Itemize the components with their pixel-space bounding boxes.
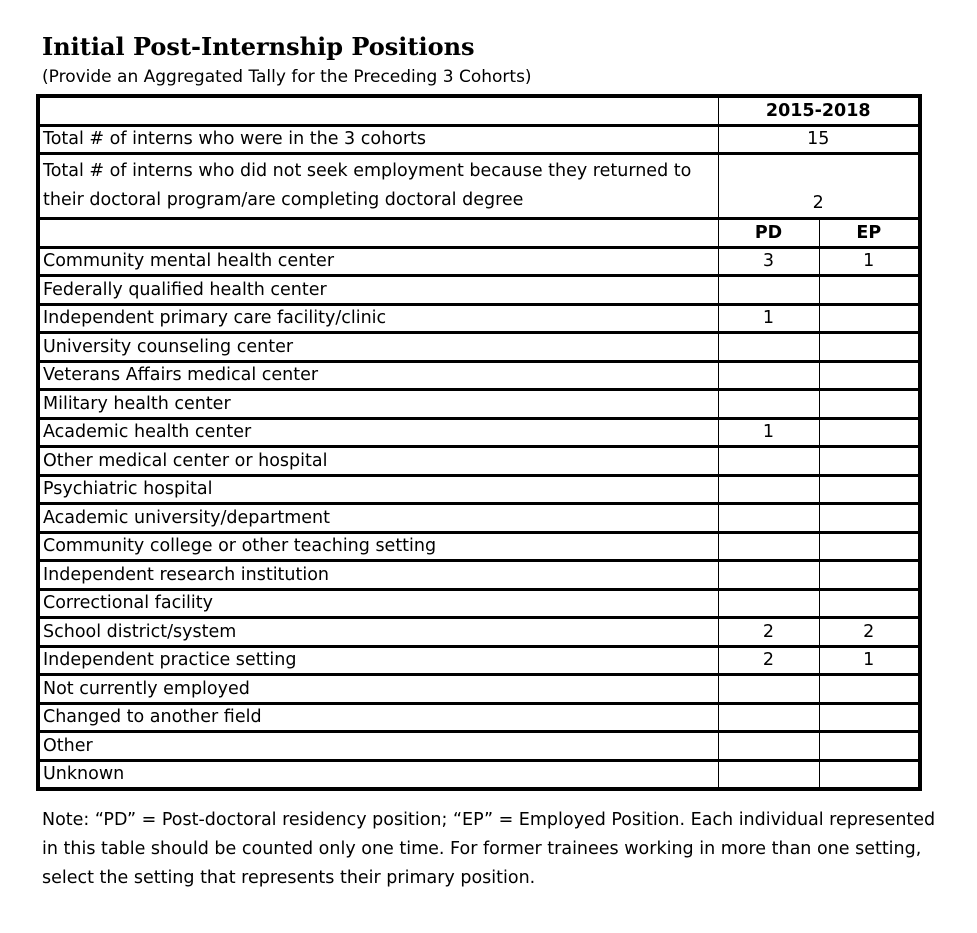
period-header: 2015-2018 xyxy=(718,96,920,125)
ep-count xyxy=(819,361,920,390)
setting-label: Academic university/department xyxy=(38,504,718,533)
table-row xyxy=(38,589,920,618)
pd-column-header: PD xyxy=(718,219,819,248)
pd-count xyxy=(718,276,819,305)
ep-count: 1 xyxy=(819,247,920,276)
header-row xyxy=(38,96,920,125)
total-interns-value: 15 xyxy=(718,125,920,154)
not-seeking-label: Total # of interns who did not seek employment because they returned to their doctoral program/are completing doctoral degree xyxy=(38,154,718,219)
table-row xyxy=(38,618,920,647)
header-blank-cell xyxy=(38,96,718,125)
pd-count xyxy=(718,447,819,476)
table-row xyxy=(38,418,920,447)
table-row xyxy=(38,361,920,390)
positions-table xyxy=(36,94,922,791)
setting-label: Other xyxy=(38,732,718,761)
table-row xyxy=(38,475,920,504)
ep-count xyxy=(819,304,920,333)
pd-count xyxy=(718,475,819,504)
total-interns-label: Total # of interns who were in the 3 cohorts xyxy=(38,125,718,154)
pd-count: 3 xyxy=(718,247,819,276)
setting-label: Independent research institution xyxy=(38,561,718,590)
table-row xyxy=(38,304,920,333)
table-row xyxy=(38,732,920,761)
setting-label: Federally qualified health center xyxy=(38,276,718,305)
pd-count: 2 xyxy=(718,646,819,675)
column-header-blank-cell xyxy=(38,219,718,248)
table-row xyxy=(38,390,920,419)
ep-count xyxy=(819,390,920,419)
setting-label: Military health center xyxy=(38,390,718,419)
setting-label: Community mental health center xyxy=(38,247,718,276)
pd-count xyxy=(718,561,819,590)
table-row xyxy=(38,561,920,590)
ep-column-header: EP xyxy=(819,219,920,248)
pd-count: 1 xyxy=(718,418,819,447)
page-subtitle: (Provide an Aggregated Tally for the Preceding 3 Cohorts) xyxy=(42,67,532,87)
pd-count xyxy=(718,675,819,704)
pd-count xyxy=(718,532,819,561)
table-row xyxy=(38,760,920,789)
table-row xyxy=(38,333,920,362)
table-row xyxy=(38,276,920,305)
ep-count xyxy=(819,561,920,590)
ep-count xyxy=(819,589,920,618)
table-row xyxy=(38,532,920,561)
table-row xyxy=(38,703,920,732)
ep-count xyxy=(819,447,920,476)
pd-count: 1 xyxy=(718,304,819,333)
table-row xyxy=(38,447,920,476)
total-interns-row xyxy=(38,125,920,154)
ep-count xyxy=(819,532,920,561)
ep-count xyxy=(819,732,920,761)
pd-count: 2 xyxy=(718,618,819,647)
setting-label: Veterans Affairs medical center xyxy=(38,361,718,390)
setting-label: Independent primary care facility/clinic xyxy=(38,304,718,333)
setting-label: Not currently employed xyxy=(38,675,718,704)
pd-count xyxy=(718,504,819,533)
table-row xyxy=(38,247,920,276)
setting-label: Other medical center or hospital xyxy=(38,447,718,476)
setting-label: University counseling center xyxy=(38,333,718,362)
pd-count xyxy=(718,361,819,390)
pd-count xyxy=(718,589,819,618)
footnote: Note: “PD” = Post-doctoral residency position; “EP” = Employed Position. Each individual represented in this table should be counted only one time. For former trainees working in more than one setting, select the setting that represents their primary position. xyxy=(42,810,936,888)
ep-count xyxy=(819,418,920,447)
table-row xyxy=(38,675,920,704)
setting-label: Psychiatric hospital xyxy=(38,475,718,504)
ep-count xyxy=(819,504,920,533)
setting-label: School district/system xyxy=(38,618,718,647)
setting-label: Unknown xyxy=(38,760,718,789)
pd-count xyxy=(718,333,819,362)
table-row xyxy=(38,646,920,675)
pd-count xyxy=(718,703,819,732)
not-seeking-value: 2 xyxy=(718,154,920,219)
not-seeking-row xyxy=(38,154,920,219)
setting-label: Independent practice setting xyxy=(38,646,718,675)
ep-count xyxy=(819,475,920,504)
ep-count xyxy=(819,760,920,789)
pd-count xyxy=(718,760,819,789)
setting-label: Correctional facility xyxy=(38,589,718,618)
column-header-row xyxy=(38,219,920,248)
pd-count xyxy=(718,390,819,419)
setting-label: Changed to another field xyxy=(38,703,718,732)
pd-count xyxy=(718,732,819,761)
ep-count: 2 xyxy=(819,618,920,647)
ep-count: 1 xyxy=(819,646,920,675)
ep-count xyxy=(819,276,920,305)
setting-label: Academic health center xyxy=(38,418,718,447)
setting-label: Community college or other teaching setting xyxy=(38,532,718,561)
ep-count xyxy=(819,333,920,362)
page-title: Initial Post-Internship Positions xyxy=(42,32,475,61)
ep-count xyxy=(819,703,920,732)
table-row xyxy=(38,504,920,533)
ep-count xyxy=(819,675,920,704)
